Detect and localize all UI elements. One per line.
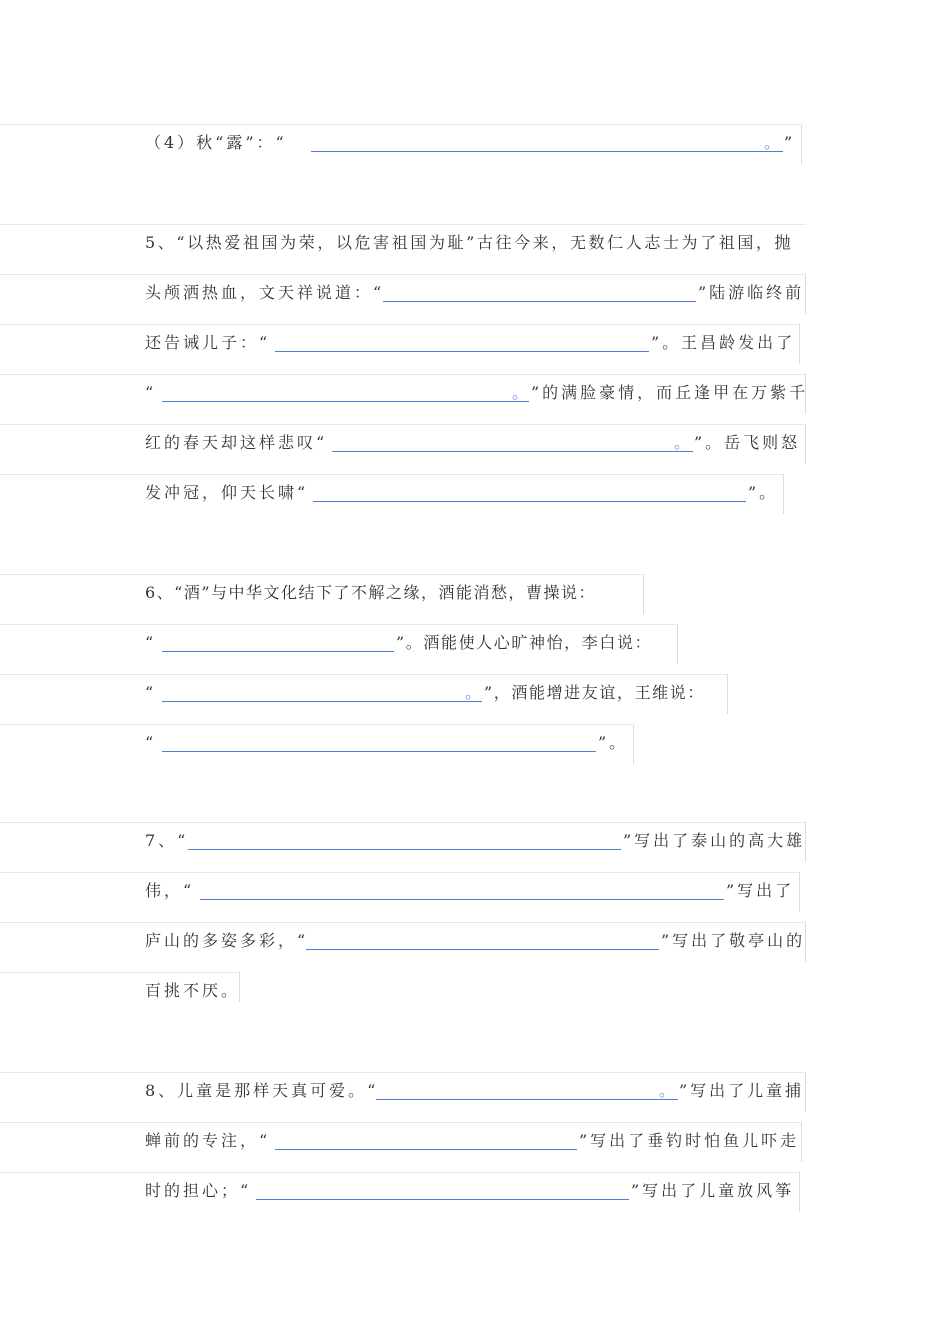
q5-text-1: 5、“以热爱祖国为荣，以危害祖国为耻”古往今来，无数仁人志士为了祖国，抛 xyxy=(145,233,794,252)
q8-text-1b: ”写出了儿童捕 xyxy=(679,1081,805,1100)
q5-line-1 xyxy=(0,224,806,264)
q6-text-4a: “ xyxy=(145,733,157,752)
q4-line xyxy=(0,124,802,164)
q5-text-5a: 红的春天却这样悲叹“ xyxy=(145,433,328,452)
q5-line-6 xyxy=(0,474,784,514)
q6-text-2b: ”。酒能使人心旷神怡，李白说： xyxy=(396,633,653,652)
q5-period-4: 。 xyxy=(674,433,691,452)
q8-line-2 xyxy=(0,1122,802,1162)
q6-text-2a: “ xyxy=(145,633,157,652)
q8-text-3b: ”写出了儿童放风筝 xyxy=(631,1181,795,1200)
q5-line-2 xyxy=(0,274,806,314)
q8-blank-1[interactable] xyxy=(376,1099,678,1100)
q6-line-4 xyxy=(0,724,634,764)
q6-period-2: 。 xyxy=(465,683,482,702)
q8-text-1a: 8、儿童是那样天真可爱。“ xyxy=(145,1081,379,1100)
q6-blank-2[interactable] xyxy=(162,701,482,702)
q5-blank-1[interactable] xyxy=(383,301,696,302)
q7-line-3 xyxy=(0,922,806,962)
q6-line-1 xyxy=(0,574,644,614)
q6-text-4b: ”。 xyxy=(598,733,629,752)
q4-period: 。 xyxy=(764,133,781,152)
q5-text-2a: 头颅洒热血，文天祥说道：“ xyxy=(145,283,385,302)
q7-line-4 xyxy=(0,972,240,1002)
q5-blank-3[interactable] xyxy=(162,401,529,402)
q8-line-1 xyxy=(0,1072,806,1112)
q8-blank-2[interactable] xyxy=(275,1149,577,1150)
q6-blank-3[interactable] xyxy=(162,751,596,752)
q5-text-6b: ”。 xyxy=(748,483,779,502)
q7-text-2a: 伟，“ xyxy=(145,881,195,900)
q6-text-3a: “ xyxy=(145,683,157,702)
q4-blank[interactable] xyxy=(311,151,783,152)
q6-text-3b: ”，酒能增进友谊，王维说： xyxy=(484,683,705,702)
q8-line-3 xyxy=(0,1172,800,1212)
q7-line-1 xyxy=(0,822,806,862)
q5-text-3a: 还告诫儿子：“ xyxy=(145,333,271,352)
q5-text-6a: 发冲冠，仰天长啸“ xyxy=(145,483,309,502)
q7-line-2 xyxy=(0,872,800,912)
q6-line-2 xyxy=(0,624,678,664)
q4-suffix: ” xyxy=(784,133,796,152)
q8-period-1: 。 xyxy=(659,1081,676,1100)
q5-text-4b: ”的满脸豪情，而丘逢甲在万紫千 xyxy=(531,383,809,402)
q8-blank-3[interactable] xyxy=(256,1199,629,1200)
q8-text-2b: ”写出了垂钓时怕鱼儿吓走 xyxy=(579,1131,800,1150)
q7-text-1a: 7、“ xyxy=(145,831,189,850)
q7-text-2b: ”写出了 xyxy=(726,881,795,900)
q5-blank-5[interactable] xyxy=(313,501,746,502)
q5-line-5 xyxy=(0,424,806,464)
q5-line-4 xyxy=(0,374,809,414)
q5-line-3 xyxy=(0,324,800,364)
q7-text-1b: ”写出了泰山的高大雄 xyxy=(623,831,806,850)
q5-period-3: 。 xyxy=(512,383,529,402)
q7-text-4: 百挑不厌。 xyxy=(145,981,241,1000)
q6-text-1: 6、“酒”与中华文化结下了不解之缘，酒能消愁，曹操说： xyxy=(145,583,597,602)
q6-blank-1[interactable] xyxy=(162,651,394,652)
q7-blank-1[interactable] xyxy=(188,849,621,850)
q5-blank-2[interactable] xyxy=(275,351,649,352)
q5-text-2b: ”陆游临终前 xyxy=(698,283,805,302)
q5-blank-4[interactable] xyxy=(332,451,693,452)
q7-blank-3[interactable] xyxy=(306,949,659,950)
q5-text-4a: “ xyxy=(145,383,157,402)
q5-text-3b: ”。王昌龄发出了 xyxy=(651,333,796,352)
q6-line-3 xyxy=(0,674,728,714)
q7-text-3b: ”写出了敬亭山的 xyxy=(661,931,806,950)
q4-prefix: （4）秋“露”：“ xyxy=(145,133,287,152)
q5-text-5b: ”。岳飞则怒 xyxy=(694,433,801,452)
q7-blank-2[interactable] xyxy=(200,899,724,900)
q7-text-3a: 庐山的多姿多彩，“ xyxy=(145,931,309,950)
q8-text-3a: 时的担心；“ xyxy=(145,1181,252,1200)
q8-text-2a: 蝉前的专注，“ xyxy=(145,1131,271,1150)
